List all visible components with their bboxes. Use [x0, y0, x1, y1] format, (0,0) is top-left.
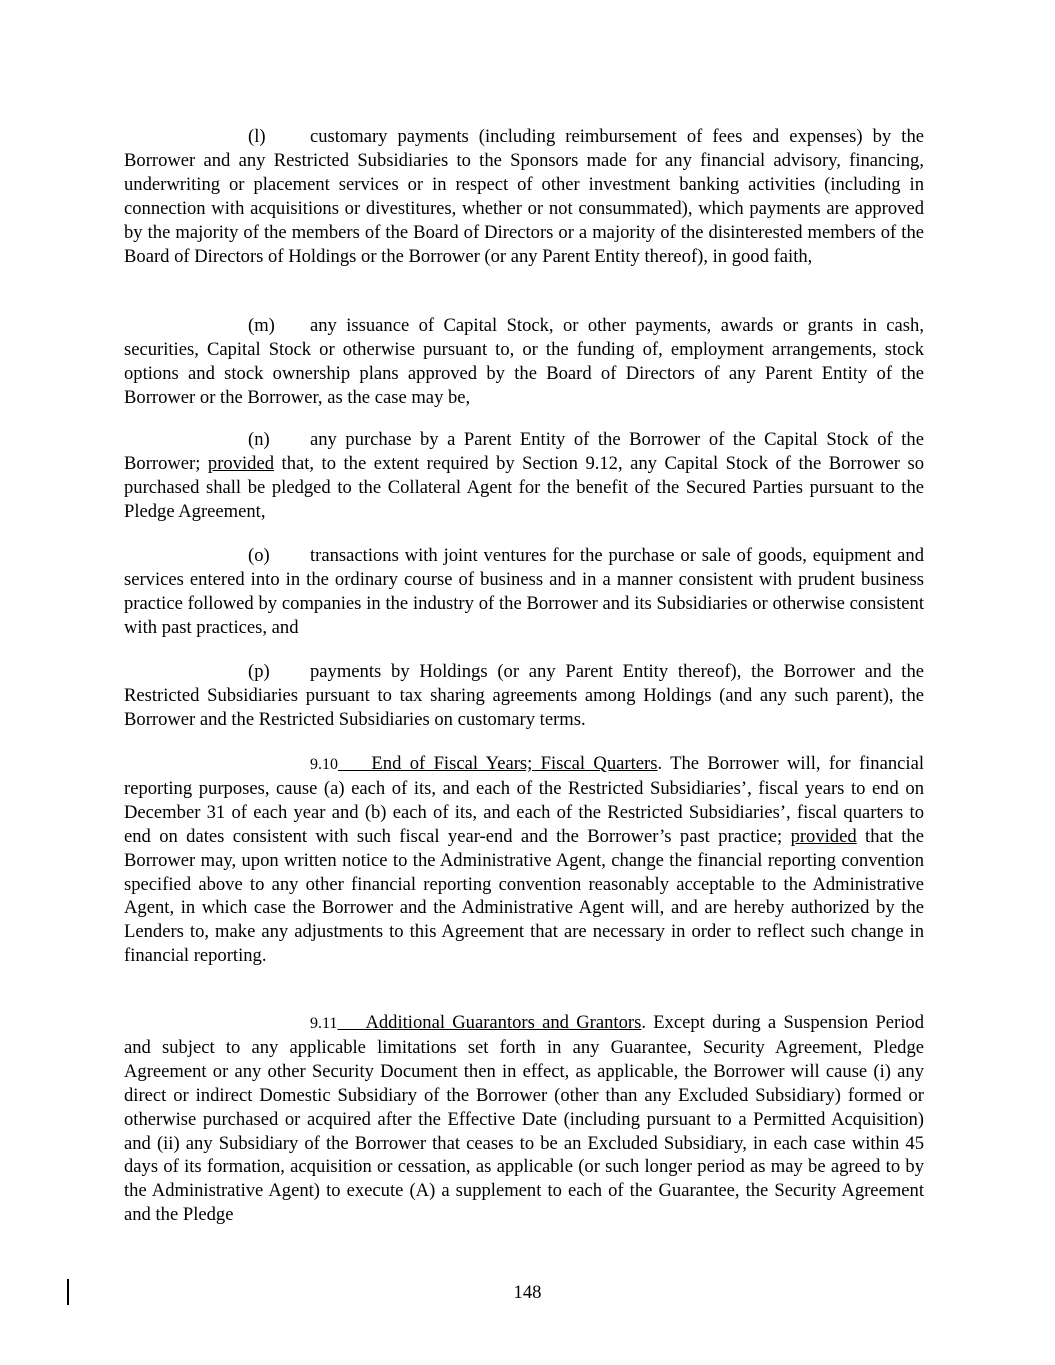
section-9-10: [124, 752, 924, 968]
clause-p-body: payments by Holdings (or any Parent Entity thereof), the Borrower and the Restricted Subsidiaries pursuant to tax sharing agreements among Holdings (and any such parent), the Borrower and the Restricted Subsidiaries on customary terms.: [124, 661, 924, 730]
clause-l-text: [124, 125, 924, 268]
clause-o: [124, 544, 924, 640]
clause-l-body: customary payments (including reimbursement of fees and expenses) by the Borrower and any Restricted Subsidiaries to the Sponsors made for any financial advisory, financing, underwriting or placement services or in respect of other investment banking activities (including in connection with acquisitions or divestitures, whether or not consummated), which payments are approved by the majority of the members of the Board of Directors or a majority of the disinterested members of the Board of Directors of Holdings or the Borrower (or any Parent Entity thereof), in good faith,: [124, 126, 924, 267]
section-9-11-text: [124, 1011, 924, 1227]
section-9-10-number: 9.10: [310, 756, 338, 773]
clause-p: [124, 660, 924, 732]
clause-o-text: [124, 544, 924, 640]
section-9-10-body-b: that the Borrower may, upon written notice to the Administrative Agent, change the financial reporting convention specified above to any other financial reporting convention reasonably acceptable to the Administrative Agent, in which case the Borrower and the Administrative Agent will, and are hereby authorized by the Lenders to, make any adjustments to this Agreement that are necessary in order to reflect such change in financial reporting.: [124, 825, 924, 967]
clause-n-body-b: that, to the extent required by Section 9.12, any Capital Stock of the Borrower so purchased shall be pledged to the Collateral Agent for the benefit of the Secured Parties pursuant to the Pledge Agreement,: [124, 452, 924, 522]
clause-o-body: transactions with joint ventures for the purchase or sale of goods, equipment and services entered into in the ordinary course of business and in a manner consistent with prudent business practice followed by companies in the industry of the Borrower and its Subsidiaries or otherwise consistent with past practices, and: [124, 545, 924, 638]
clause-n: [124, 428, 924, 524]
clause-p-text: [124, 660, 924, 732]
section-9-11-body: . Except during a Suspension Period and subject to any applicable limitations set forth in any Guarantee, Security Agreement, Pledge Agreement or any other Security Document then in effect, as applicable, the Borrower will cause (i) any direct or indirect Domestic Subsidiary of the Borrower (other than any Excluded Subsidiary) formed or otherwise purchased or acquired after the Effective Date (including pursuant to a Permitted Acquisition) and (ii) any Subsidiary of the Borrower that ceases to be an Excluded Subsidiary, in each case within 45 days of its formation, acquisition or cessation, as applicable (or such longer period as may be agreed to by the Administrative Agent) to execute (A) a supplement to each of the Guarantee, the Security Agreement and the Pledge: [124, 1012, 924, 1226]
clause-n-body-a: any purchase by a Parent Entity of the Borrower of the Capital Stock of the Borrower;: [124, 429, 924, 474]
section-9-10-provided: provided: [790, 825, 857, 847]
clause-m: [124, 314, 924, 410]
clause-m-label: (m): [248, 315, 275, 336]
clause-p-label: (p): [248, 661, 270, 682]
clause-o-label: (o): [248, 545, 270, 566]
clause-n-provided: provided: [207, 452, 275, 474]
page-number: 148: [513, 1282, 542, 1303]
section-9-11-number: 9.11: [310, 1015, 338, 1032]
clause-m-body: any issuance of Capital Stock, or other payments, awards or grants in cash, securities, Capital Stock or otherwise pursuant to, or the funding of, employment arrangements, stock options and stock ownership plans approved by the Board of Directors of any Parent Entity of the Borrower or the Borrower, as the case may be,: [124, 315, 924, 408]
section-9-10-title: End of Fiscal Years; Fiscal Quarters: [371, 753, 658, 774]
section-9-11: [124, 1011, 924, 1227]
clause-l-label: (l): [248, 126, 266, 147]
clause-m-text: [124, 314, 924, 410]
section-9-10-body-a: . The Borrower will, for financial reporting purposes, cause (a) each of its, and each of the Restricted Subsidiaries’, fiscal years to end on December 31 of each year and (b) each of its, and each of the Restricted Subsidiaries’, fiscal quarters to end on dates consistent with such fiscal year-end and the Borrower’s past practice;: [124, 753, 924, 847]
clause-l: [124, 125, 924, 268]
clause-n-text: [124, 428, 924, 524]
clause-n-label: (n): [248, 429, 270, 450]
section-9-10-text: [124, 752, 924, 968]
section-9-11-title: Additional Guarantors and Grantors: [365, 1012, 642, 1033]
